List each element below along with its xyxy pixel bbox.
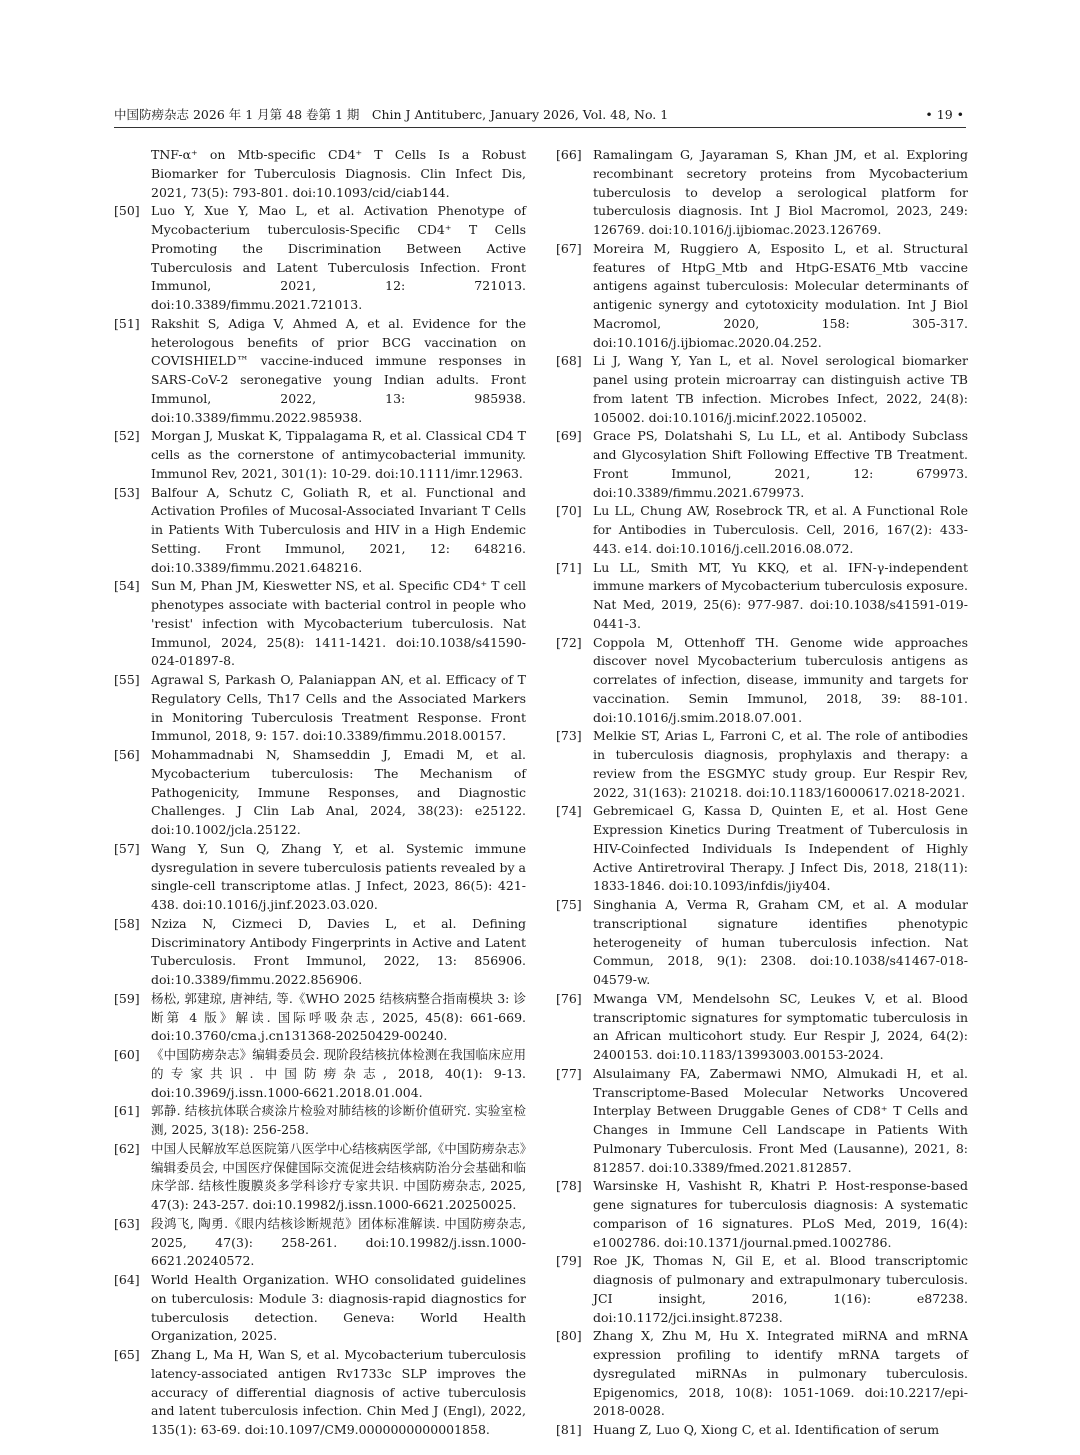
reference-number: [55] xyxy=(114,672,140,687)
reference-entry xyxy=(114,1215,526,1271)
reference-text: Zhang L, Ma H, Wan S, et al. Mycobacterium tuberculosis latency-associated antigen Rv1733c SLP improves the accuracy of differential diagnosis of active tuberculosis and latent tuberculosis infection. Chin Med J (Engl), 2022, 135(1): 63-69. doi:10.1097/CM9.0000000000001858. xyxy=(151,1347,526,1437)
reference-text: Huang Z, Luo Q, Xiong C, et al. Identification of serum xyxy=(593,1422,940,1437)
reference-text: Lu LL, Chung AW, Rosebrock TR, et al. A Functional Role for Antibodies in Tuberculosis. Cell, 2016, 167(2): 433-443. e14. doi:10.1016/j.cell.2016.08.072. xyxy=(593,503,968,556)
reference-text: Mohammadnabi N, Shamseddin J, Emadi M, et al. Mycobacterium tuberculosis: The Mechanism of Pathogenicity, Immune Responses, and Diagnostic Challenges. J Clin Lab Anal, 2024, 38(23): e25122. doi:10.1002/jcla.25122. xyxy=(151,747,526,837)
reference-number: [63] xyxy=(114,1215,140,1231)
reference-number: [71] xyxy=(556,559,582,575)
reference-number: [51] xyxy=(114,315,140,331)
reference-text: Nziza N, Cizmeci D, Davies L, et al. Defining Discriminatory Antibody Fingerprints in Active and Latent Tuberculosis. Front Immunol, 2022, 13: 856906. doi:10.3389/fimmu.2022.856906. xyxy=(151,915,526,987)
reference-entry xyxy=(556,727,968,802)
reference-number: [62] xyxy=(114,1140,140,1156)
reference-text: Roe JK, Thomas N, Gil E, et al. Blood transcriptomic diagnosis of pulmonary and extrapulmonary tuberculosis. JCI insight, 2016, 1(16): e87238. doi:10.1172/jci.insight.87238. xyxy=(593,1253,968,1325)
reference-number: [53] xyxy=(114,484,140,500)
reference-entry xyxy=(114,1346,526,1440)
reference-column-right xyxy=(556,146,968,1440)
reference-text: Luo Y, Xue Y, Mao L, et al. Activation Phenotype of Mycobacterium tuberculosis-Specific CD4⁺ T Cells Promoting the Discrimination Between Active Tuberculosis and Latent Tuberculosis Infection. Front Immunol, 2021, 12: 721013. doi:10.3389/fimmu.2021.721013. xyxy=(151,203,526,312)
reference-number: [80] xyxy=(556,1328,582,1344)
reference-entry xyxy=(114,577,526,671)
reference-entry xyxy=(114,484,526,578)
reference-text: 郭静. 结核抗体联合痰涂片检验对肺结核的诊断价值研究. 实验室检测, 2025, 3(18): 256-258. xyxy=(151,1103,526,1137)
reference-number: [65] xyxy=(114,1347,140,1362)
reference-number: [69] xyxy=(556,428,582,444)
reference-number: [61] xyxy=(114,1103,140,1119)
header-rule xyxy=(114,127,966,128)
reference-entry xyxy=(556,1421,968,1440)
reference-text: Singhania A, Verma R, Graham CM, et al. A modular transcriptional signature identifies phenotypic heterogeneity of human tuberculosis infection. Nat Commun, 2018, 9(1): 2308. doi:10.1038/s41467-018-04579-w. xyxy=(593,897,968,987)
reference-entry xyxy=(556,427,968,502)
reference-entry xyxy=(556,802,968,896)
reference-number: [60] xyxy=(114,1047,140,1062)
reference-entry xyxy=(556,990,968,1065)
reference-text: 中国人民解放军总医院第八医学中心结核病医学部,《中国防痨杂志》编辑委员会, 中国医疗保健国际交流促进会结核病防治分会基础和临床学部. 结核性腹膜炎多学科诊疗专家共识. 中国防痨杂志, 2025, 47(3): 243-257. doi:10.19982/j.issn.1000-6621.20250025. xyxy=(151,1140,526,1212)
reference-text: Melkie ST, Arias L, Farroni C, et al. The role of antibodies in tuberculosis diagnosis, prophylaxis and therapy: a review from the ESGMYC study group. Eur Respir Rev, 2022, 31(163): 210218. doi:10.1183/16000617.0218-2021. xyxy=(593,728,968,800)
reference-text: Rakshit S, Adiga V, Ahmed A, et al. Evidence for the heterologous benefits of prior BCG vaccination on COVISHIELD™ vaccine-induced immune responses in SARS-CoV-2 seronegative young Indian adults. Front Immunol, 2022, 13: 985938. doi:10.3389/fimmu.2022.985938. xyxy=(151,315,526,425)
reference-text: 杨松, 郭建琼, 唐神结, 等.《WHO 2025 结核病整合指南模块 3: 诊断第 4 版》解读. 国际呼吸杂志, 2025, 45(8): 661-669. doi:10.3760/cma.j.cn131368-20250429-00240. xyxy=(151,990,526,1044)
reference-number: [54] xyxy=(114,578,140,594)
reference-entry xyxy=(556,559,968,634)
reference-text: Wang Y, Sun Q, Zhang Y, et al. Systemic immune dysregulation in severe tuberculosis patients revealed by a single-cell transcriptome atlas. J Infect, 2023, 86(5): 421-438. doi:10.1016/j.jinf.2023.03.020. xyxy=(151,840,526,912)
reference-entry xyxy=(114,990,526,1046)
reference-text: Mwanga VM, Mendelsohn SC, Leukes V, et al. Blood transcriptomic signatures for symptomatic tuberculosis in an African multicohort study. Eur Respir J, 2024, 64(2): 2400153. doi:10.1183/13993003.00153-2024. xyxy=(593,990,968,1062)
reference-entry xyxy=(556,634,968,728)
reference-entry xyxy=(556,502,968,558)
reference-entry xyxy=(114,1140,526,1215)
reference-number: [67] xyxy=(556,240,582,256)
reference-number: [68] xyxy=(556,353,582,369)
journal-citation-header: 中国防痨杂志 2026 年 1 月第 48 卷第 1 期 Chin J Antituberc, January 2026, Vol. 48, No. 1 xyxy=(114,107,669,122)
reference-entry xyxy=(114,315,526,428)
reference-entry xyxy=(114,427,526,483)
reference-column-left xyxy=(114,146,526,1440)
reference-number: [73] xyxy=(556,728,582,744)
reference-entry xyxy=(114,1102,526,1140)
reference-text: Coppola M, Ottenhoff TH. Genome wide approaches discover novel Mycobacterium tuberculosis antigens as correlates of infection, disease, immunity and targets for vaccination. Semin Immunol, 2018, 39: 88-101. doi:10.1016/j.smim.2018.07.001. xyxy=(593,634,968,725)
reference-text: Zhang X, Zhu M, Hu X. Integrated miRNA and mRNA expression profiling to identify mRNA targets of dysregulated miRNAs in pulmonary tuberculosis. Epigenomics, 2018, 10(8): 1051-1069. doi:10.2217/epi-2018-0028. xyxy=(593,1328,968,1419)
reference-text: Moreira M, Ruggiero A, Esposito L, et al. Structural features of HtpG_Mtb and HtpG-ESAT6_Mtb vaccine antigens against tuberculosis: Molecular determinants of antigenic synergy and cytotoxicity modulation. Int J Biol Macromol, 2020, 158: 305-317. doi:10.1016/j.ijbiomac.2020.04.252. xyxy=(593,240,968,350)
reference-text: Agrawal S, Parkash O, Palaniappan AN, et al. Efficacy of T Regulatory Cells, Th17 Cells and the Associated Markers in Monitoring Tuberculosis Treatment Response. Front Immunol, 2018, 9: 157. doi:10.3389/fimmu.2018.00157. xyxy=(151,672,526,744)
reference-entry xyxy=(556,1327,968,1421)
reference-entry xyxy=(556,1252,968,1327)
reference-entry xyxy=(114,840,526,915)
reference-text: Balfour A, Schutz C, Goliath R, et al. Functional and Activation Profiles of Mucosal-Associated Invariant T Cells in Patients With Tuberculosis and HIV in a High Endemic Setting. Front Immunol, 2021, 12: 648216. doi:10.3389/fimmu.2021.648216. xyxy=(151,484,526,575)
reference-entry xyxy=(556,146,968,240)
reference-number: [72] xyxy=(556,634,582,650)
reference-number: [77] xyxy=(556,1065,582,1081)
reference-number: [70] xyxy=(556,503,582,519)
reference-number: [52] xyxy=(114,428,140,444)
reference-text: Ramalingam G, Jayaraman S, Khan JM, et al. Exploring recombinant secretory proteins from Mycobacterium tuberculosis to develop a serological platform for tuberculosis diagnosis. Int J Biol Macromol, 2023, 249: 126769. doi:10.1016/j.ijbiomac.2023.126769. xyxy=(593,147,968,237)
reference-text: TNF-α⁺ on Mtb-specific CD4⁺ T Cells Is a Robust Biomarker for Tuberculosis Diagnosis. Clin Infect Dis, 2021, 73(5): 793-801. doi:10.1093/cid/ciab144. xyxy=(151,147,526,200)
reference-entry xyxy=(556,1177,968,1252)
reference-number: [78] xyxy=(556,1178,582,1194)
reference-entry xyxy=(114,1271,526,1346)
reference-number: [59] xyxy=(114,990,140,1006)
running-header xyxy=(114,105,964,125)
reference-text: Morgan J, Muskat K, Tippalagama R, et al. Classical CD4 T cells as the cornerstone of antimycobacterial immunity. Immunol Rev, 2021, 301(1): 10-29. doi:10.1111/imr.12963. xyxy=(151,428,526,481)
reference-text: Warsinske H, Vashisht R, Khatri P. Host-response-based gene signatures for tuberculosis diagnosis: A systematic comparison of 16 signatures. PLoS Med, 2019, 16(4): e1002786. doi:10.1371/journal.pmed.1002786. xyxy=(593,1178,968,1250)
reference-number: [57] xyxy=(114,840,140,856)
reference-entry xyxy=(114,202,526,315)
reference-entry xyxy=(114,915,526,990)
reference-number: [76] xyxy=(556,990,582,1006)
reference-number: [75] xyxy=(556,897,582,912)
reference-entry xyxy=(114,671,526,746)
page-number: • 19 • xyxy=(925,107,964,122)
reference-number: [56] xyxy=(114,747,140,762)
reference-text: 段鸿飞, 陶勇.《眼内结核诊断规范》团体标准解读. 中国防痨杂志, 2025, 47(3): 258-261. doi:10.19982/j.issn.1000-6621.20240572. xyxy=(151,1215,526,1269)
reference-entry xyxy=(556,1065,968,1178)
reference-number: [58] xyxy=(114,915,140,931)
reference-entry xyxy=(556,896,968,990)
reference-text: Lu LL, Smith MT, Yu KKQ, et al. IFN-γ-independent immune markers of Mycobacterium tuberculosis exposure. Nat Med, 2019, 25(6): 977-987. doi:10.1038/s41591-019-0441-3. xyxy=(593,559,968,631)
reference-entry xyxy=(114,746,526,840)
reference-entry xyxy=(114,146,526,202)
reference-number: [79] xyxy=(556,1253,582,1269)
reference-text: 《中国防痨杂志》编辑委员会. 现阶段结核抗体检测在我国临床应用的专家共识. 中国防痨杂志, 2018, 40(1): 9-13. doi:10.3969/j.issn.1000-6621.2018.01.004. xyxy=(151,1047,526,1100)
reference-text: Sun M, Phan JM, Kieswetter NS, et al. Specific CD4⁺ T cell phenotypes associate with bacterial control in people who 'resist' infection with Mycobacterium tuberculosis. Nat Immunol, 2024, 25(8): 1411-1421. doi:10.1038/s41590-024-01897-8. xyxy=(151,578,526,669)
reference-text: Gebremicael G, Kassa D, Quinten E, et al. Host Gene Expression Kinetics During Treatment of Tuberculosis in HIV-Coinfected Individuals Is Independent of Highly Active Antiretroviral Therapy. J Infect Dis, 2018, 218(11): 1833-1846. doi:10.1093/infdis/jiy404. xyxy=(593,803,968,894)
reference-number: [74] xyxy=(556,803,582,819)
reference-number: [81] xyxy=(556,1422,582,1437)
reference-text: World Health Organization. WHO consolidated guidelines on tuberculosis: Module 3: diagnosis-rapid diagnostics for tuberculosis detection. Geneva: World Health Organization, 2025. xyxy=(151,1272,526,1344)
reference-number: [66] xyxy=(556,147,582,162)
reference-text: Alsulaimany FA, Zabermawi NMO, Almukadi H, et al. Transcriptome-Based Molecular Networks Uncovered Interplay Between Druggable Genes of CD8⁺ T Cells and Changes in Immune Cell Landscape in Patients With Pulmonary Tuberculosis. Front Med (Lausanne), 2021, 8: 812857. doi:10.3389/fmed.2021.812857. xyxy=(593,1065,968,1175)
reference-entry xyxy=(114,1046,526,1102)
reference-entry xyxy=(556,240,968,353)
reference-text: Li J, Wang Y, Yan L, et al. Novel serological biomarker panel using protein microarray can distinguish active TB from latent TB infection. Microbes Infect, 2022, 24(8): 105002. doi:10.1016/j.micinf.2022.105002. xyxy=(593,353,968,425)
reference-entry xyxy=(556,352,968,427)
reference-number: [50] xyxy=(114,203,140,219)
reference-number: [64] xyxy=(114,1272,140,1287)
reference-text: Grace PS, Dolatshahi S, Lu LL, et al. Antibody Subclass and Glycosylation Shift Following Effective TB Treatment. Front Immunol, 2021, 12: 679973. doi:10.3389/fimmu.2021.679973. xyxy=(593,428,968,500)
